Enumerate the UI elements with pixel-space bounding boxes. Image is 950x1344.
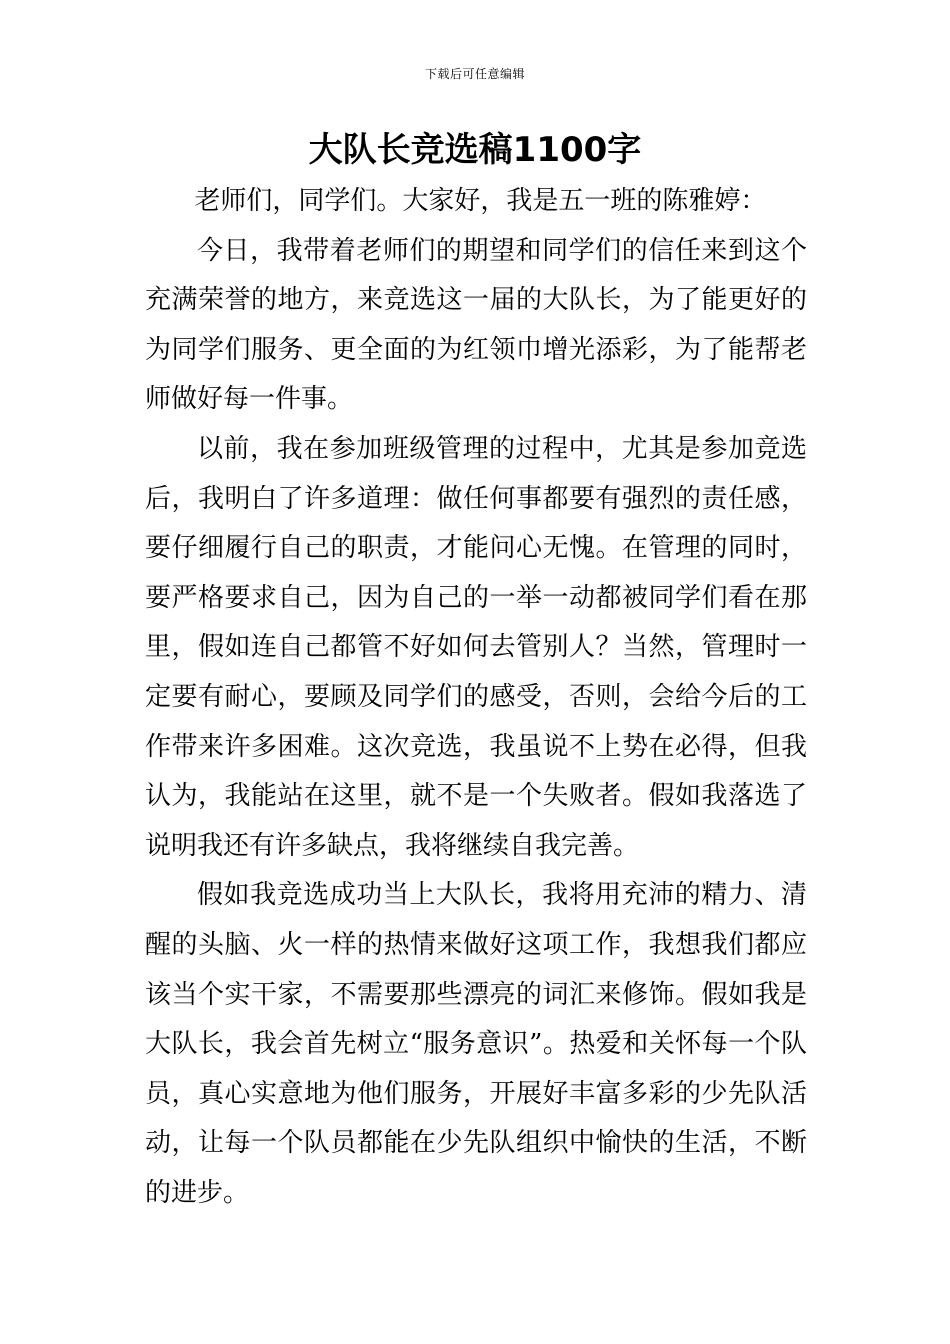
header-note: 下载后可任意编辑 [424, 67, 525, 81]
body-paragraph-3: 假如我竞选成功当上大队长，我将用充沛的精力、清醒的头脑、火一样的热情来做好这项工作，我想我们都应该当个实干家，不需要那些漂亮的词汇来修饰。假如我是大队长，我会首先树立“服务意识”。热爱和关怀每一个队员，真心实意地为他们服务，开展好丰富多彩的少先队活动，让每一个队员都能在少先队组织中愉快的生活，不断的进步。 [145, 880, 807, 1208]
body-paragraph-1: 今日，我带着老师们的期望和同学们的信任来到这个充满荣誉的地方，来竞选这一届的大队长，为了能更好的为同学们服务、更全面的为红领巾增光添彩，为了能帮老师做好每一件事。 [145, 235, 807, 415]
body-paragraph-2: 以前，我在参加班级管理的过程中，尤其是参加竞选后，我明白了许多道理：做任何事都要有强烈的责任感，要仔细履行自己的职责，才能问心无愧。在管理的同时，要严格要求自己，因为自己的一举一动都被同学们看在那里，假如连自己都管不好如何去管别人？当然，管理时一定要有耐心，要顾及同学们的感受，否则，会给今后的工作带来许多困难。这次竞选，我虽说不上势在必得，但我认为，我能站在这里，就不是一个失败者。假如我落选了说明我还有许多缺点，我将继续自我完善。 [145, 433, 807, 861]
salutation-paragraph: 老师们，同学们。大家好，我是五一班的陈雅婷： [194, 186, 767, 216]
document-title: 大队长竞选稿1100字 [308, 130, 642, 170]
document-body [145, 177, 807, 1218]
